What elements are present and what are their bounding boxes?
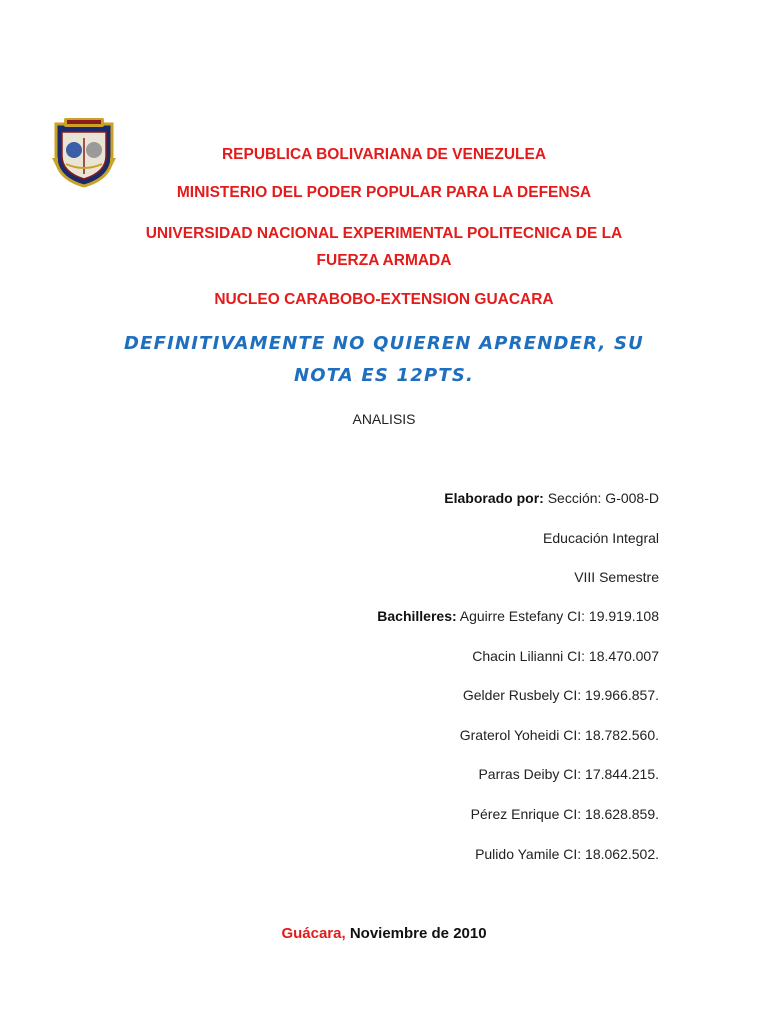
student-entry: Pérez Enrique CI: 18.628.859. bbox=[470, 806, 659, 822]
header-line-universidad: UNIVERSIDAD NACIONAL EXPERIMENTAL POLITECNICA DE LA bbox=[145, 225, 623, 242]
document-title-line2: NOTA ES 12PTS. bbox=[293, 365, 475, 386]
student-entry: Chacin Lilianni CI: 18.470.007 bbox=[472, 648, 659, 664]
header-line-fuerza-armada: FUERZA ARMADA bbox=[316, 252, 452, 269]
semestre-line: VIII Semestre bbox=[574, 569, 659, 585]
bachilleres-line bbox=[377, 608, 659, 624]
student-entry: Parras Deiby CI: 17.844.215. bbox=[478, 766, 659, 782]
elaborado-por-label: Elaborado por: bbox=[444, 490, 544, 506]
carrera-line: Educación Integral bbox=[543, 530, 659, 546]
footer-place-date bbox=[0, 925, 768, 942]
header-line-republica: REPUBLICA BOLIVARIANA DE VENEZULEA bbox=[221, 146, 547, 163]
document-subtitle: ANALISIS bbox=[352, 411, 416, 427]
student-entry: Aguirre Estefany CI: 19.919.108 bbox=[456, 608, 659, 624]
document-title-line1: DEFINITIVAMENTE NO QUIEREN APRENDER, SU bbox=[123, 333, 644, 354]
student-entry: Gelder Rusbely CI: 19.966.857. bbox=[462, 687, 659, 703]
header-line-nucleo: NUCLEO CARABOBO-EXTENSION GUACARA bbox=[214, 291, 554, 308]
student-entry: Graterol Yoheidi CI: 18.782.560. bbox=[459, 727, 659, 743]
footer-city: Guácara, bbox=[281, 925, 346, 942]
header-line-ministerio: MINISTERIO DEL PODER POPULAR PARA LA DEFENSA bbox=[176, 184, 592, 201]
seccion-value: Sección: G-008-D bbox=[543, 490, 659, 506]
elaborado-por-line bbox=[444, 490, 659, 506]
student-entry: Pulido Yamile CI: 18.062.502. bbox=[475, 846, 659, 862]
footer-date: Noviembre de 2010 bbox=[345, 925, 487, 942]
bachilleres-label: Bachilleres: bbox=[377, 608, 457, 624]
